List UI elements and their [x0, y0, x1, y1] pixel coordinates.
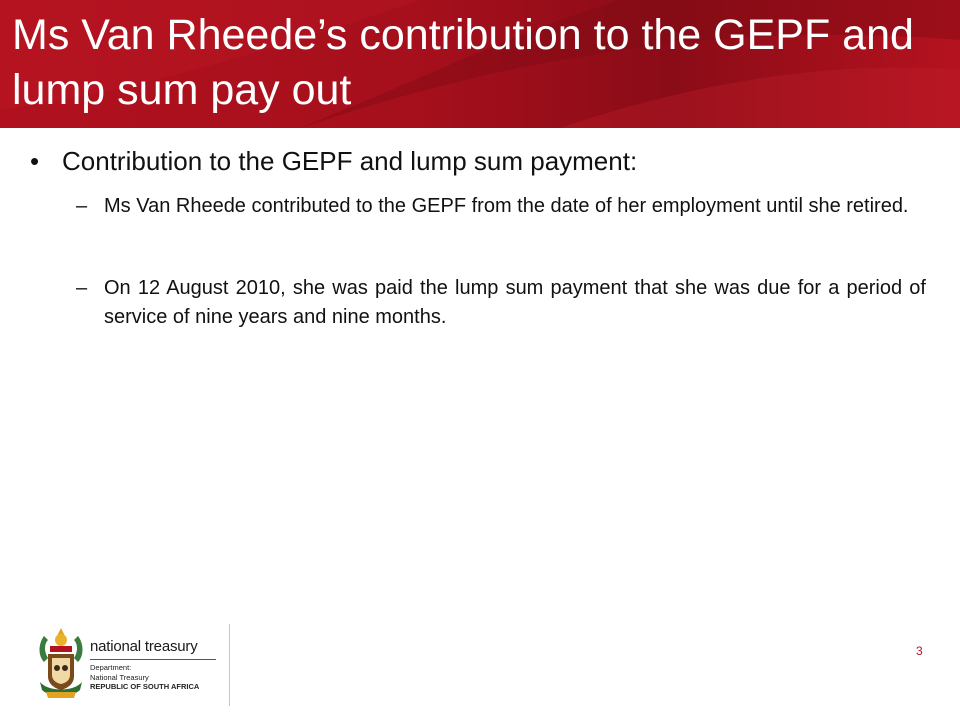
logo-dept-name: National Treasury	[90, 672, 149, 682]
logo-dept-label: Department:	[90, 663, 132, 672]
bullet-marker: •	[30, 146, 40, 176]
sub-bullet-2-text: On 12 August 2010, she was paid the lump sum payment that she was due for a period of service of nine years and nine months.	[104, 277, 926, 328]
dash-marker: –	[76, 195, 88, 217]
page-number: 3	[916, 644, 923, 658]
logo-country: REPUBLIC OF SOUTH AFRICA	[90, 682, 200, 691]
title-bar	[0, 0, 960, 128]
main-bullet-text: Contribution to the GEPF and lump sum payment:	[62, 146, 638, 176]
sub-bullet-1	[76, 192, 926, 221]
sub-bullet-2	[76, 274, 926, 332]
logo-name: national treasury	[90, 638, 198, 655]
logo-rule	[90, 659, 216, 660]
logo-department	[90, 663, 199, 692]
slide-title: Ms Van Rheede’s contribution to the GEPF and lump sum pay out	[12, 11, 914, 114]
footer-divider	[229, 624, 230, 706]
dash-marker: –	[76, 277, 88, 299]
coat-of-arms-icon	[34, 626, 88, 702]
sub-bullet-1-text: Ms Van Rheede contributed to the GEPF from the date of her employment until she retired.	[104, 195, 909, 217]
